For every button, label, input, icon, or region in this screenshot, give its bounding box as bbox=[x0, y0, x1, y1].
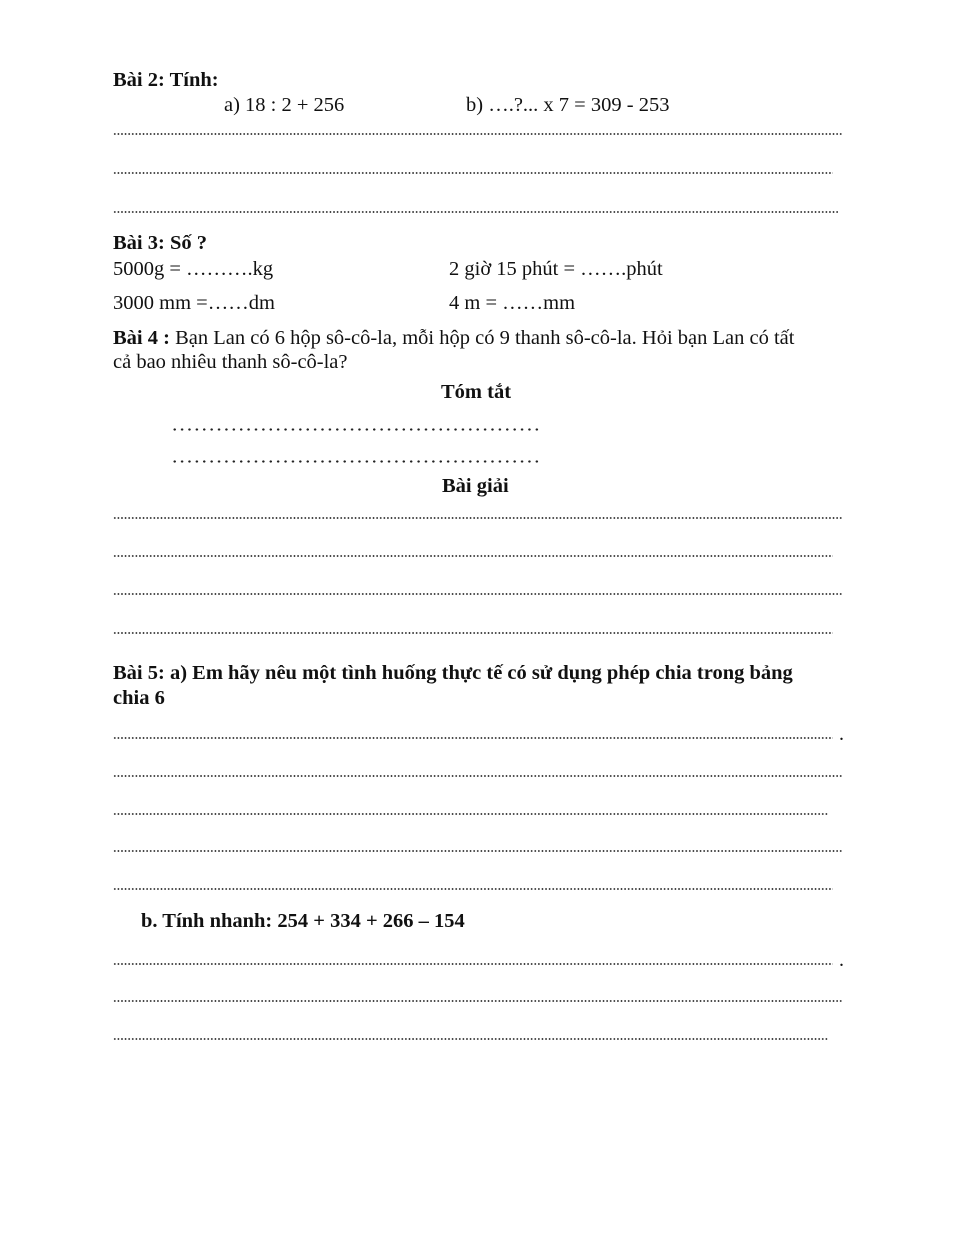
answer-line[interactable] bbox=[113, 133, 843, 135]
answer-line[interactable] bbox=[113, 1038, 828, 1040]
bai5-part-b: b. Tính nhanh: 254 + 334 + 266 – 154 bbox=[141, 910, 465, 932]
answer-line[interactable] bbox=[113, 517, 843, 519]
answer-line[interactable] bbox=[113, 850, 843, 852]
solution-heading: Bài giải bbox=[442, 475, 509, 497]
bai3-row1-left: 5000g = ……….kg bbox=[113, 258, 274, 280]
answer-line[interactable] bbox=[113, 737, 833, 739]
answer-line[interactable] bbox=[113, 632, 833, 634]
bai3-row1-right: 2 giờ 15 phút = …….phút bbox=[449, 258, 663, 280]
bai5-title-line1: Bài 5: a) Em hãy nêu một tình huống thực tế có sử dụng phép chia trong bảng bbox=[113, 662, 793, 684]
answer-line[interactable] bbox=[113, 1000, 843, 1002]
answer-line[interactable] bbox=[113, 593, 843, 595]
bai2-title: Bài 2: Tính: bbox=[113, 69, 219, 91]
bai3-row2-right: 4 m = ……mm bbox=[449, 292, 576, 314]
summary-line[interactable] bbox=[171, 428, 539, 431]
bai2-part-a: a) 18 : 2 + 256 bbox=[224, 94, 345, 116]
answer-line[interactable] bbox=[113, 555, 833, 557]
bai4-text1: Bạn Lan có 6 hộp sô-cô-la, mỗi hộp có 9 thanh sô-cô-la. Hỏi bạn Lan có tất bbox=[169, 327, 795, 349]
answer-line[interactable] bbox=[113, 963, 833, 965]
bai4-label: Bài 4 : bbox=[113, 327, 170, 349]
summary-heading: Tóm tắt bbox=[441, 381, 512, 403]
answer-line[interactable] bbox=[113, 775, 843, 777]
answer-line[interactable] bbox=[113, 211, 838, 213]
bai3-title: Bài 3: Số ? bbox=[113, 232, 207, 254]
bai4-question-line1 bbox=[113, 326, 794, 350]
answer-line[interactable] bbox=[113, 172, 833, 174]
line-end-mark: . bbox=[839, 723, 844, 745]
answer-line[interactable] bbox=[113, 813, 828, 815]
summary-line[interactable] bbox=[171, 460, 539, 463]
bai3-row2-left: 3000 mm =……dm bbox=[113, 292, 275, 314]
answer-line[interactable] bbox=[113, 888, 833, 890]
bai4-question-line2: cả bao nhiêu thanh sô-cô-la? bbox=[113, 351, 348, 373]
bai2-part-b: b) ….?... x 7 = 309 - 253 bbox=[466, 94, 670, 116]
bai5-title-line2: chia 6 bbox=[113, 687, 165, 709]
line-end-mark: . bbox=[839, 949, 844, 971]
